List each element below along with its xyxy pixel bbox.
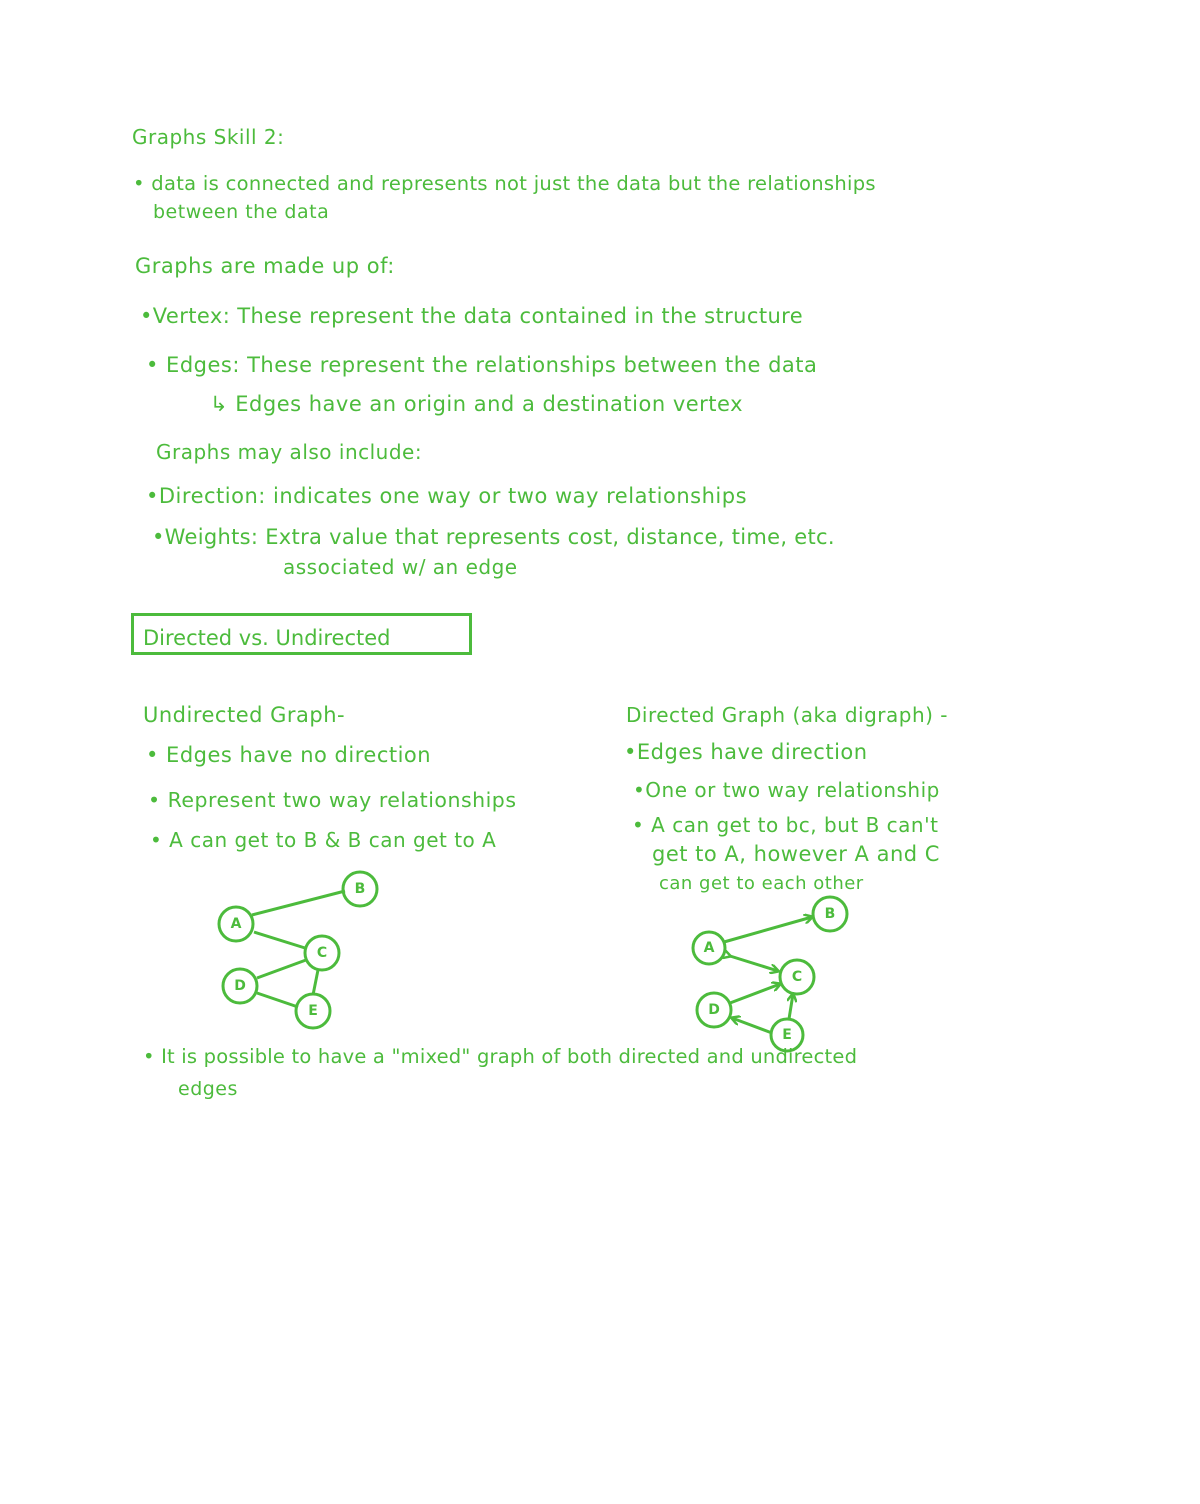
edge-a-to-b xyxy=(724,917,812,942)
made-up-of-heading: Graphs are made up of: xyxy=(135,254,395,278)
node-b-label: B xyxy=(354,881,366,897)
directed-graph-diagram xyxy=(680,890,880,1060)
intro-line-1: • data is connected and represents not just the data but the relationships xyxy=(133,172,876,195)
weights-line-2: associated w/ an edge xyxy=(283,555,518,579)
directed-node-c-label: C xyxy=(791,969,803,985)
directed-bullet-3c: can get to each other xyxy=(659,873,864,894)
intro-line-2: between the data xyxy=(153,201,330,223)
undirected-heading: Undirected Graph- xyxy=(143,703,346,727)
directed-node-a-label: A xyxy=(703,940,715,956)
directed-node-a xyxy=(693,932,725,964)
undirected-edges xyxy=(252,891,345,1007)
node-d xyxy=(223,969,257,1003)
node-a-label: A xyxy=(230,916,242,932)
mixed-line-2: edges xyxy=(178,1078,238,1100)
edge-a-c xyxy=(254,932,305,948)
directed-node-d xyxy=(697,993,731,1027)
undirected-graph-diagram xyxy=(200,860,400,1040)
directed-heading: Directed Graph (aka digraph) - xyxy=(626,703,949,727)
edge-a-c-two-way xyxy=(730,956,778,971)
directed-node-d-label: D xyxy=(708,1002,720,1018)
node-a xyxy=(219,907,253,941)
directed-bullet-3b: get to A, however A and C xyxy=(652,842,940,866)
undirected-bullet-2: • Represent two way relationships xyxy=(148,788,517,812)
undirected-bullet-3: • A can get to B & B can get to A xyxy=(150,828,497,852)
page-title: Graphs Skill 2: xyxy=(132,125,285,149)
direction-line: •Direction: indicates one way or two way relationships xyxy=(146,484,748,508)
vertex-line: •Vertex: These represent the data contained in the structure xyxy=(140,304,804,328)
edge-e-to-d xyxy=(732,1018,772,1033)
node-c xyxy=(305,936,339,970)
node-b xyxy=(343,872,377,906)
directed-node-b-label: B xyxy=(824,906,836,922)
weights-line-1: •Weights: Extra value that represents cost, distance, time, etc. xyxy=(152,525,835,549)
section-heading-box xyxy=(131,613,472,655)
node-d-label: D xyxy=(234,978,246,994)
directed-bullet-2: •One or two way relationship xyxy=(633,778,940,802)
edges-sub-line: ↳ Edges have an origin and a destination vertex xyxy=(210,392,744,416)
may-include-heading: Graphs may also include: xyxy=(156,440,423,464)
edge-c-e xyxy=(313,970,318,995)
directed-bullet-3a: • A can get to bc, but B can't xyxy=(632,813,939,837)
directed-node-e-label: E xyxy=(782,1027,792,1043)
edge-d-c xyxy=(257,960,306,978)
edge-e-to-c xyxy=(789,994,793,1019)
edges-line: • Edges: These represent the relationships between the data xyxy=(146,353,818,377)
mixed-line-1: • It is possible to have a "mixed" graph of both directed and undirected xyxy=(143,1045,858,1068)
directed-bullet-1: •Edges have direction xyxy=(624,740,868,764)
edge-d-e xyxy=(257,993,298,1007)
directed-node-c xyxy=(780,960,814,994)
section-heading: Directed vs. Undirected xyxy=(143,626,391,650)
node-c-label: C xyxy=(316,945,328,961)
directed-node-b xyxy=(813,897,847,931)
undirected-bullet-1: • Edges have no direction xyxy=(146,743,432,767)
edge-a-b xyxy=(252,891,345,915)
edge-d-to-c xyxy=(730,984,780,1003)
node-e-label: E xyxy=(308,1003,318,1019)
node-e xyxy=(296,994,330,1028)
